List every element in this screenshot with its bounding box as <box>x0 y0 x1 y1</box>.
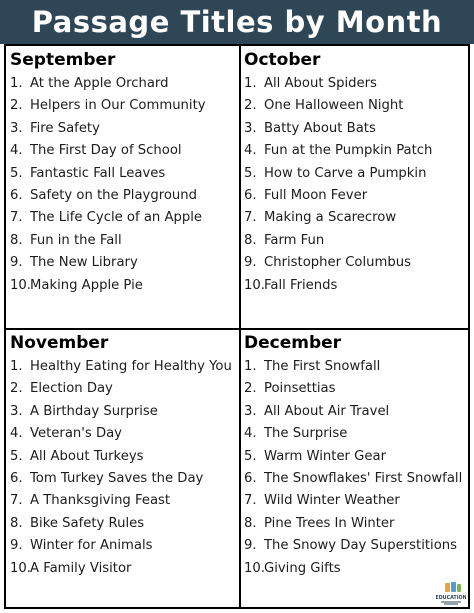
list-item <box>10 230 238 252</box>
item-number: 10. <box>10 277 31 293</box>
item-number: 4. <box>244 426 257 442</box>
month-heading-december: December <box>244 333 342 353</box>
list-item <box>10 73 238 95</box>
horizontal-divider <box>6 328 468 330</box>
item-number: 5. <box>244 165 257 181</box>
item-number: 5. <box>244 448 257 464</box>
december-list <box>244 356 472 580</box>
item-title: All About Turkeys <box>30 448 144 464</box>
page-title: Passage Titles by Month <box>31 5 443 39</box>
list-item <box>244 446 472 468</box>
list-item <box>244 275 472 297</box>
item-title: Batty About Bats <box>264 120 376 136</box>
item-title: Christopher Columbus <box>264 255 411 271</box>
item-number: 8. <box>10 515 23 531</box>
list-item <box>10 401 238 423</box>
vertical-divider <box>239 46 241 607</box>
november-section <box>10 332 238 580</box>
list-item <box>10 140 238 162</box>
item-title: Fall Friends <box>264 277 338 293</box>
item-number: 1. <box>244 76 257 91</box>
september-list <box>10 73 238 297</box>
item-title: Fun at the Pumpkin Patch <box>264 143 433 159</box>
item-title: Poinsettias <box>264 381 336 397</box>
list-item <box>244 535 472 557</box>
item-number: 4. <box>244 143 257 159</box>
list-item <box>10 118 238 140</box>
list-item <box>10 163 238 185</box>
item-number: 3. <box>10 403 23 419</box>
month-grid <box>4 44 470 609</box>
item-title: Wild Winter Weather <box>264 493 400 509</box>
list-item <box>244 95 472 117</box>
item-title: One Halloween Night <box>264 98 404 114</box>
item-title: Healthy Eating for Healthy You <box>30 359 232 374</box>
item-title: The First Day of School <box>30 143 182 159</box>
list-item <box>10 446 238 468</box>
item-title: Making Apple Pie <box>30 277 143 293</box>
november-list <box>10 356 238 580</box>
list-item <box>10 378 238 400</box>
list-item <box>10 252 238 274</box>
item-number: 1. <box>10 76 23 91</box>
list-item <box>10 95 238 117</box>
october-list <box>244 73 472 297</box>
education-logo-icon <box>436 582 466 606</box>
list-item <box>244 423 472 445</box>
item-number: 9. <box>244 255 257 271</box>
item-title: The New Library <box>30 255 138 271</box>
item-title: The Life Cycle of an Apple <box>30 210 202 226</box>
september-section <box>10 49 238 297</box>
item-number: 7. <box>10 493 23 509</box>
item-title: A Birthday Surprise <box>30 403 158 419</box>
list-item <box>10 468 238 490</box>
list-item <box>244 356 472 378</box>
item-title: The Snowy Day Superstitions <box>264 538 458 554</box>
item-number: 10. <box>10 560 31 576</box>
item-title: Fire Safety <box>30 120 100 136</box>
list-item <box>244 401 472 423</box>
item-title: Bike Safety Rules <box>30 515 145 531</box>
item-number: 4. <box>10 426 23 442</box>
list-item <box>244 230 472 252</box>
logo-graphic <box>436 582 466 606</box>
month-heading-september: September <box>10 50 116 70</box>
item-number: 6. <box>10 187 23 203</box>
item-number: 6. <box>244 470 257 486</box>
item-number: 8. <box>244 232 257 248</box>
item-number: 2. <box>10 381 23 397</box>
item-number: 8. <box>244 515 257 531</box>
item-title: Full Moon Fever <box>264 187 368 203</box>
list-item <box>244 252 472 274</box>
item-number: 1. <box>10 359 23 374</box>
list-item <box>244 140 472 162</box>
item-number: 2. <box>10 98 23 114</box>
item-number: 5. <box>10 448 23 464</box>
item-number: 7. <box>244 210 257 226</box>
item-title: How to Carve a Pumpkin <box>264 165 427 181</box>
item-number: 2. <box>244 381 257 397</box>
item-number: 5. <box>10 165 23 181</box>
list-item <box>10 535 238 557</box>
list-item <box>244 378 472 400</box>
list-item <box>10 423 238 445</box>
list-item <box>244 207 472 229</box>
item-number: 3. <box>244 403 257 419</box>
item-title: Helpers in Our Community <box>30 98 206 114</box>
list-item <box>10 490 238 512</box>
item-title: All About Air Travel <box>264 403 390 419</box>
item-number: 4. <box>10 143 23 159</box>
item-title: Farm Fun <box>264 232 325 248</box>
item-title: Winter for Animals <box>30 538 153 554</box>
item-number: 7. <box>10 210 23 226</box>
item-title: Tom Turkey Saves the Day <box>30 470 204 486</box>
list-item <box>244 163 472 185</box>
item-number: 10. <box>244 277 265 293</box>
item-title: Fun in the Fall <box>30 232 122 248</box>
item-title: Making a Scarecrow <box>264 210 397 226</box>
item-number: 6. <box>244 187 257 203</box>
list-item <box>10 558 238 580</box>
item-title: Safety on the Playground <box>30 187 197 203</box>
item-title: Fantastic Fall Leaves <box>30 165 166 181</box>
item-title: At the Apple Orchard <box>30 76 169 91</box>
item-title: Pine Trees In Winter <box>264 515 395 531</box>
list-item <box>244 185 472 207</box>
logo-text: EDUCATION <box>436 596 466 601</box>
item-number: 8. <box>10 232 23 248</box>
list-item <box>10 185 238 207</box>
list-item <box>10 356 238 378</box>
item-number: 1. <box>244 359 257 374</box>
item-number: 9. <box>10 255 23 271</box>
item-title: Giving Gifts <box>264 560 341 576</box>
list-item <box>244 118 472 140</box>
list-item <box>10 513 238 535</box>
item-title: Election Day <box>30 381 113 397</box>
item-title: The Snowflakes' First Snowfall <box>264 470 463 486</box>
item-title: The First Snowfall <box>264 359 381 374</box>
item-title: A Family Visitor <box>30 560 132 576</box>
list-item <box>244 468 472 490</box>
list-item <box>10 207 238 229</box>
item-number: 2. <box>244 98 257 114</box>
item-number: 3. <box>244 120 257 136</box>
item-number: 3. <box>10 120 23 136</box>
list-item <box>244 513 472 535</box>
item-number: 10. <box>244 560 265 576</box>
december-section <box>244 332 472 580</box>
item-title: Veteran's Day <box>30 426 122 442</box>
list-item <box>244 73 472 95</box>
item-title: A Thanksgiving Feast <box>30 493 171 509</box>
item-number: 6. <box>10 470 23 486</box>
october-section <box>244 49 472 297</box>
item-title: The Surprise <box>264 426 348 442</box>
month-heading-november: November <box>10 333 109 353</box>
item-number: 7. <box>244 493 257 509</box>
month-heading-october: October <box>244 50 321 70</box>
item-title: All About Spiders <box>264 76 377 91</box>
list-item <box>10 275 238 297</box>
item-number: 9. <box>10 538 23 554</box>
item-title: Warm Winter Gear <box>264 448 387 464</box>
title-bar <box>0 0 474 44</box>
list-item <box>244 490 472 512</box>
list-item <box>244 558 472 580</box>
item-number: 9. <box>244 538 257 554</box>
